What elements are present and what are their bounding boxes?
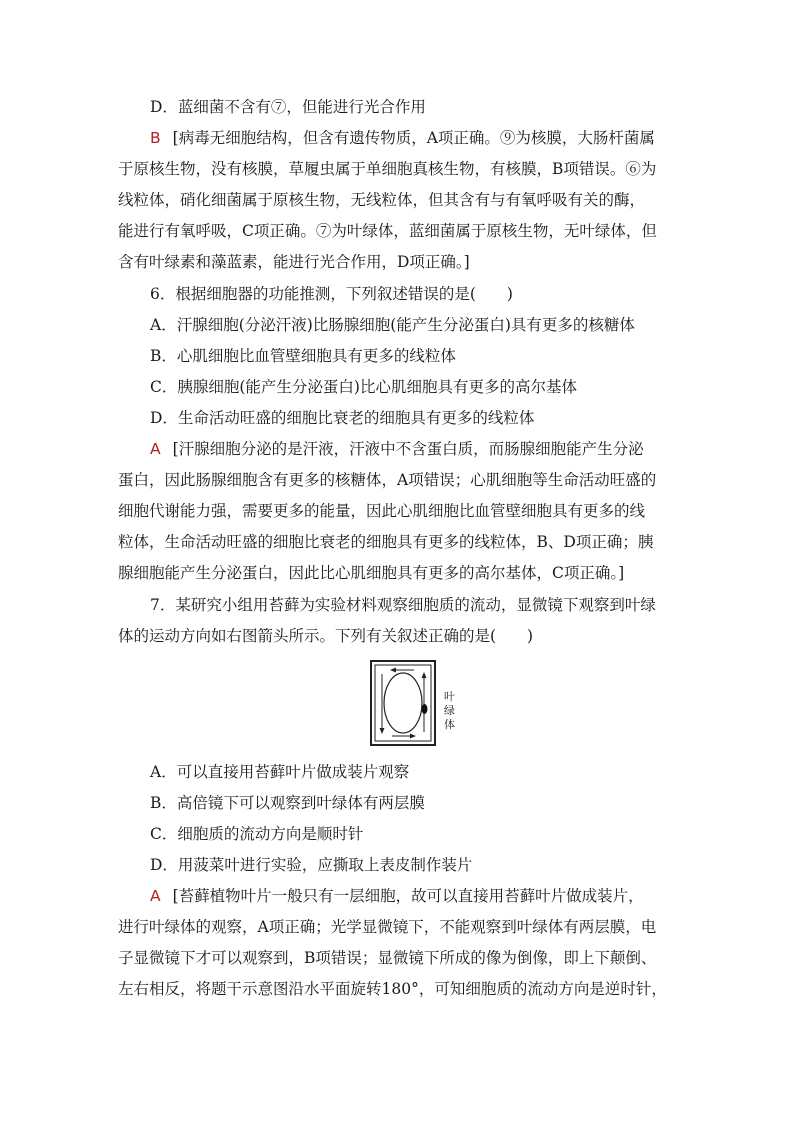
q7-explanation-line: 进行叶绿体的观察，A项正确；光学显微镜下，不能观察到叶绿体有两层膜，电 (118, 918, 657, 936)
q6-stem: 6．根据细胞器的功能推测，下列叙述错误的是( ) (150, 285, 513, 303)
q6-answer: A (150, 440, 161, 458)
q7-explanation-line: 子显微镜下才可以观察到，B项错误；显微镜下所成的像为倒像，即上下颠倒、 (118, 949, 657, 967)
q6-explanation-line (150, 439, 710, 459)
q6-explanation-line: 粒体，生命活动旺盛的细胞比衰老的细胞具有更多的线粒体，B、D项正确；胰 (118, 533, 654, 551)
q5-option-d: D．蓝细菌不含有⑦，但能进行光合作用 (150, 98, 426, 116)
q7-stem: 体的运动方向如右图箭头所示。下列有关叙述正确的是( ) (118, 627, 534, 645)
q5-answer: B (150, 129, 161, 147)
arrow-down-icon (380, 728, 385, 734)
arrow-left-icon (390, 668, 396, 673)
q5-explanation-line: 于原核生物，没有核膜，草履虫属于单细胞真核生物，有核膜，B项错误。⑥为 (118, 160, 657, 178)
q6-explanation-line: 腺细胞能产生分泌蛋白，因此比心肌细胞具有更多的高尔基体，C项正确。] (118, 564, 625, 582)
q5-explanation-text: [病毒无细胞结构，但含有遗传物质，A项正确。⑨为核膜，大肠杆菌属 (172, 129, 655, 147)
q7-option-c: C．细胞质的流动方向是顺时针 (150, 825, 364, 843)
q7-explanation-line: 左右相反，将题干示意图沿水平面旋转180°，可知细胞质的流动方向是逆时针， (118, 980, 667, 998)
q6-option-c: C．胰腺细胞(能产生分泌蛋白)比心肌细胞具有更多的高尔基体 (150, 378, 577, 396)
q5-explanation-line (150, 128, 710, 148)
chloroplast (422, 704, 428, 714)
q7-explanation-text: [苔藓植物叶片一般只有一层细胞，故可以直接用苔藓叶片做成装片， (172, 887, 644, 905)
arrow-right-icon (410, 734, 416, 739)
arrow-up-icon (422, 672, 427, 678)
q7-answer: A (150, 887, 161, 905)
q5-explanation-line: 能进行有氧呼吸，C项正确。⑦为叶绿体，蓝细菌属于原核生物，无叶绿体，但 (118, 222, 657, 240)
q7-option-d: D．用菠菜叶进行实验，应撕取上表皮制作装片 (150, 856, 473, 874)
q6-option-a: A．汗腺细胞(分泌汗液)比肠腺细胞(能产生分泌蛋白)具有更多的核糖体 (150, 316, 635, 334)
q7-stem: 7．某研究小组用苔藓为实验材料观察细胞质的流动，显微镜下观察到叶绿 (150, 596, 656, 614)
chloroplast-label: 叶绿体 (444, 690, 455, 731)
q5-explanation-line: 线粒体，硝化细菌属于原核生物，无线粒体，但其含有与有氧呼吸有关的酶， (118, 191, 646, 209)
q6-option-b: B．心肌细胞比血管壁细胞具有更多的线粒体 (150, 347, 456, 365)
q6-option-d: D．生命活动旺盛的细胞比衰老的细胞具有更多的线粒体 (150, 409, 535, 427)
q7-option-b: B．高倍镜下可以观察到叶绿体有两层膜 (150, 794, 425, 812)
vacuole (384, 673, 422, 733)
q7-explanation-line (150, 886, 710, 906)
q6-explanation-line: 细胞代谢能力强，需要更多的能量，因此心肌细胞比血管壁细胞具有更多的线 (118, 502, 646, 520)
q6-explanation-line: 蛋白，因此肠腺细胞含有更多的核糖体，A项错误；心肌细胞等生命活动旺盛的 (118, 471, 657, 489)
q5-explanation-line: 含有叶绿素和藻蓝素，能进行光合作用，D项正确。] (118, 253, 470, 271)
q7-option-a: A．可以直接用苔藓叶片做成装片观察 (150, 763, 410, 781)
q6-explanation-text: [汗腺细胞分泌的是汗液，汗液中不含蛋白质，而肠腺细胞能产生分泌 (172, 440, 644, 458)
